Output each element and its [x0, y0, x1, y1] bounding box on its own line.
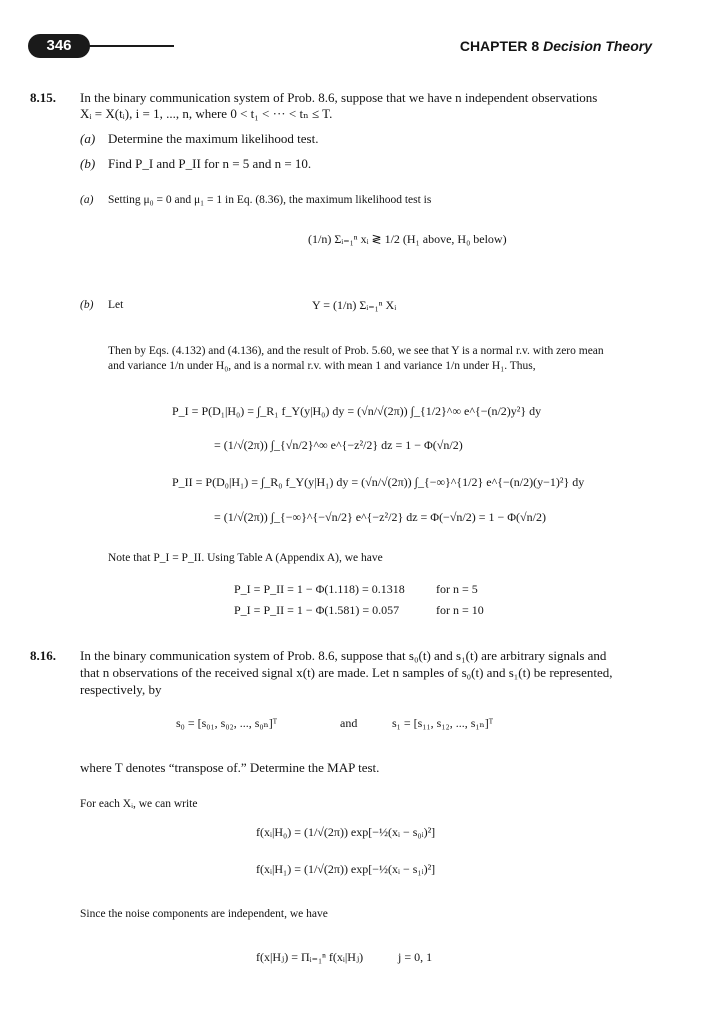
then-text-line2: and variance 1/n under H₀, and is a normal r.v. with mean 1 and variance 1/n under H₁. Thus,	[108, 360, 536, 372]
chapter-title: Decision Theory	[543, 38, 652, 54]
equation-product: f(x|Hⱼ) = Πᵢ₌₁ⁿ f(xᵢ|Hⱼ)	[256, 950, 364, 964]
page-number-badge: 346	[28, 34, 90, 58]
part-b-text: Find P_I and P_II for n = 5 and n = 10.	[108, 156, 312, 171]
equation-f-h1: f(xᵢ|H₁) = (1/√(2π)) exp[−½(xᵢ − s₁ᵢ)²]	[256, 862, 436, 876]
equation-pi-line2: = (1/√(2π)) ∫_{√n/2}^∞ e^{−z²/2} dz = 1 − Φ(√n/2)	[214, 438, 463, 452]
solution-b-label: (b)	[80, 299, 94, 311]
and-word: and	[340, 716, 358, 730]
header-rule	[88, 45, 174, 47]
equation-s0-vector: s₀ = [s₀₁, s₀₂, ..., s₀ₙ]ᵀ	[176, 716, 278, 730]
result-n5-equation: P_I = P_II = 1 − Φ(1.118) = 0.1318	[234, 582, 405, 596]
part-b-label: (b)	[80, 156, 96, 171]
chapter-label: CHAPTER 8	[459, 38, 540, 54]
chapter-heading	[460, 38, 652, 54]
part-a-label: (a)	[80, 131, 96, 146]
problem-815-statement-line1: In the binary communication system of Prob. 8.6, suppose that we have n independent observations	[80, 90, 598, 105]
for-each-text: For each Xᵢ, we can write	[80, 798, 198, 810]
equation-pii-line1: P_II = P(D₀|H₁) = ∫_R₀ f_Y(y|H₁) dy = (√n/√(2π)) ∫_{−∞}^{1/2} e^{−(n/2)(y−1)²} dy	[172, 475, 585, 489]
product-condition: j = 0, 1	[398, 950, 433, 964]
result-n10-condition: for n = 10	[436, 603, 484, 617]
problem-816-statement-line2: that n observations of the received signal x(t) are made. Let n samples of s₀(t) and s₁(t) be represented,	[80, 665, 613, 680]
solution-a-text: Setting μ₀ = 0 and μ₁ = 1 in Eq. (8.36), the maximum likelihood test is	[108, 194, 432, 206]
since-text: Since the noise components are independent, we have	[80, 908, 328, 920]
result-n10-equation: P_I = P_II = 1 − Φ(1.581) = 0.057	[234, 603, 400, 617]
note-text: Note that P_I = P_II. Using Table A (Appendix A), we have	[108, 552, 383, 564]
solution-a-label: (a)	[80, 194, 94, 206]
transpose-note: where T denotes “transpose of.” Determine the MAP test.	[80, 760, 380, 775]
problem-number-816: 8.16.	[30, 648, 56, 663]
equation-y-mean: Y = (1/n) Σᵢ₌₁ⁿ Xᵢ	[312, 298, 397, 312]
problem-815-statement-line2: Xᵢ = X(tᵢ), i = 1, ..., n, where 0 < t₁ < ··· < tₙ ≤ T.	[80, 106, 333, 121]
equation-pii-line2: = (1/√(2π)) ∫_{−∞}^{−√n/2} e^{−z²/2} dz = Φ(−√n/2) = 1 − Φ(√n/2)	[214, 510, 546, 524]
equation-f-h0: f(xᵢ|H₀) = (1/√(2π)) exp[−½(xᵢ − s₀ᵢ)²]	[256, 825, 436, 839]
equation-ml-test: (1/n) Σᵢ₌₁ⁿ xᵢ ≷ 1/2 (H₁ above, H₀ below)	[308, 232, 507, 246]
equation-s1-vector: s₁ = [s₁₁, s₁₂, ..., s₁ₙ]ᵀ	[392, 716, 494, 730]
part-a-text: Determine the maximum likelihood test.	[108, 131, 319, 146]
then-text-line1: Then by Eqs. (4.132) and (4.136), and the result of Prob. 5.60, we see that Y is a normal r.v. with zero mean	[108, 345, 604, 357]
problem-816-statement-line3: respectively, by	[80, 682, 162, 697]
problem-number-815: 8.15.	[30, 90, 56, 105]
problem-816-statement-line1: In the binary communication system of Prob. 8.6, suppose that s₀(t) and s₁(t) are arbitrary signals and	[80, 648, 607, 663]
equation-pi-line1: P_I = P(D₁|H₀) = ∫_R₁ f_Y(y|H₀) dy = (√n/√(2π)) ∫_{1/2}^∞ e^{−(n/2)y²} dy	[172, 404, 542, 418]
result-n5-condition: for n = 5	[436, 582, 478, 596]
solution-b-let: Let	[108, 299, 124, 311]
